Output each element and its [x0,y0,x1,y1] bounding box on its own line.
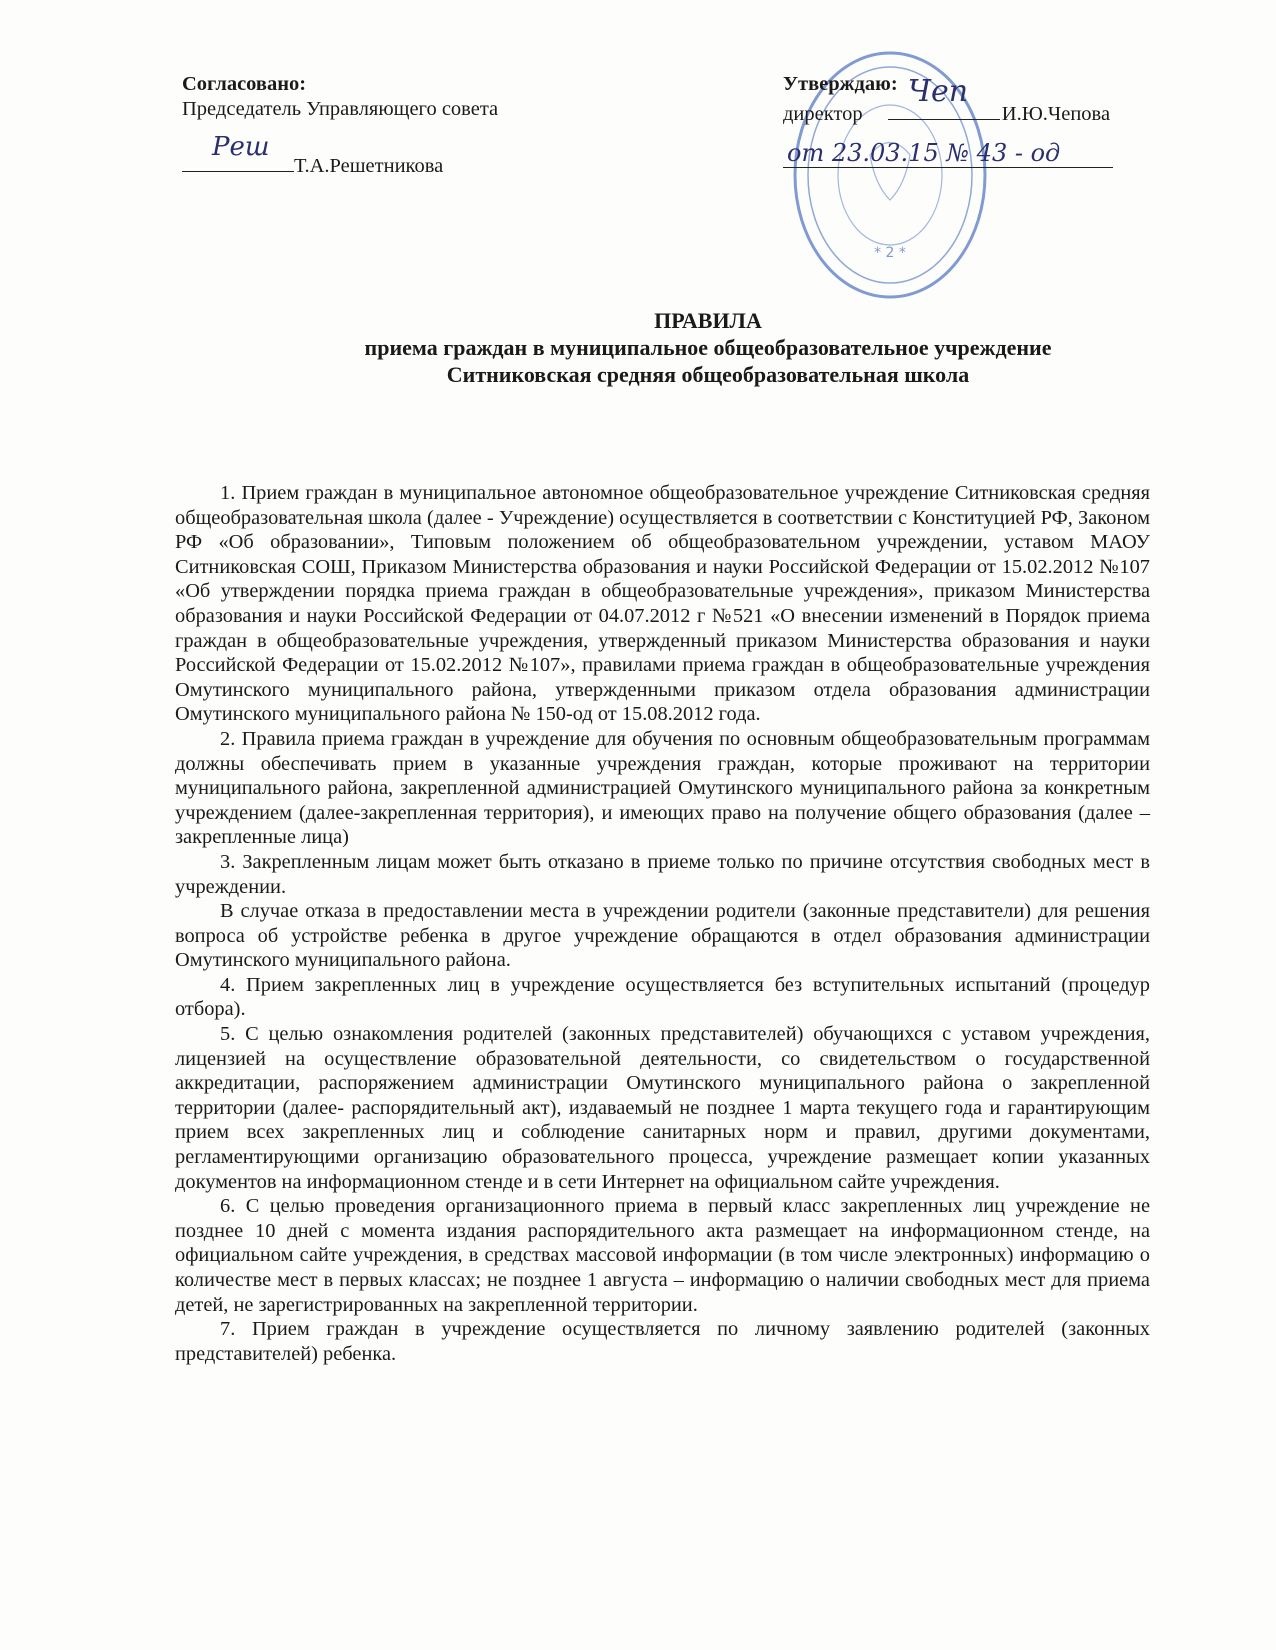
approval-left-heading: Согласовано: [182,73,307,95]
signature-line-left [182,132,294,172]
approval-left [182,72,498,179]
approval-right-name: И.Ю.Чепова [1001,103,1111,125]
paragraph-4: 4. Прием закрепленных лиц в учреждение осуществляется без вступительных испытаний (процедур отбора). [175,973,1150,1021]
approval-left-position: Председатель Управляющего совета [182,98,499,120]
document-title [0,307,1276,388]
paragraph-7: 7. Прием граждан в учреждение осуществляется по личному заявлению родителей (законных представителей) ребенка. [175,1318,1150,1365]
approval-left-name: Т.А.Решетникова [294,155,444,177]
signature-line-right [888,74,1000,120]
order-number-handwritten: от 23.03.15 № 43 - од [787,139,1061,167]
approval-right-position: директор [783,103,863,125]
paragraph-2: 2. Правила приема граждан в учреждение для обучения по основным общеобразовательным программам должны обеспечивать прием в указанные учреждения граждан, которые проживают на территории муниципального района, закрепленной администрацией Омутинского муниципального района за конкретным учреждением (далее-закрепленная территория), и имеющих право на получение общего образования (далее – закрепленные лица) [175,727,1150,849]
approval-right-heading: Утверждаю: [783,73,898,95]
svg-text:* 2 *: * 2 * [874,245,906,261]
title-main: ПРАВИЛА [654,308,762,333]
paragraph-6: 6. С целью проведения организационного приема в первый класс закрепленных лиц учреждение не позднее 10 дней с момента издания распорядительного акта размещает на информационном стенде, на официальном сайте учреждения, в средствах массовой информации (в том числе электронных) информацию о количестве мест в первых классах; не позднее 1 августа – информацию о наличии свободных мест для приема детей, не зарегистрированных на закрепленной территории. [175,1195,1150,1316]
signature-left: Реш [212,132,270,162]
document-body [175,481,1150,1366]
approval-right [783,72,1123,168]
paragraph-1: 1. Прием граждан в муниципальное автономное общеобразовательное учреждение Ситниковская средняя общеобразовательная школа (далее - Учреждение) осуществляется в соответствии с Конституцией РФ, Законом РФ «Об образовании», Типовым положением об общеобразовательном учреждении, уставом МАОУ Ситниковская СОШ, Приказом Министерства образования и науки Российской Федерации от 15.02.2012 №107 «Об утверждении порядка приема граждан в общеобразовательные учреждения», приказом Министерства образования и науки Российской Федерации от 04.07.2012 г №521 «О внесении изменений в Порядок приема граждан в общеобразовательные учреждения, утвержденный приказом Министерства образования и науки Российской Федерации от 15.02.2012 №107», правилами приема граждан в общеобразовательные учреждения Омутинского муниципального района, утвержденными приказом отдела образования администрации Омутинского муниципального района № 150-од от 15.08.2012 года. [175,482,1150,726]
paragraph-5: 5. С целью ознакомления родителей (законных представителей) обучающихся с уставом учреждения, лицензией на осуществление образовательной деятельности, со свидетельством о государственной аккредитации, распоряжением администрации Омутинского муниципального района о закрепленной территории (далее- распорядительный акт), издаваемый не позднее 1 марта текущего года и гарантирующим прием всех закрепленных лиц и соблюдение санитарных норм и правил, другими документами, регламентирующими организацию образовательного процесса, учреждение размещает копии указанных документов на информационном стенде и в сети Интернет на официальном сайте учреждения. [175,1023,1150,1193]
paragraph-3-note: В случае отказа в предоставлении места в учреждении родители (законные представители) для решения вопроса об устройстве ребенка в другое учреждение обращаются в отдел образования администрации Омутинского муниципального района. [175,900,1150,972]
signature-right: Чеп [907,74,969,109]
title-line-2: Ситниковская средняя общеобразовательная школа [446,362,970,387]
paragraph-3: 3. Закрепленным лицам может быть отказано в приеме только по причине отсутствия свободных мест в учреждении. [175,850,1150,898]
title-line-1: приема граждан в муниципальное общеобразовательное учреждение [364,335,1052,360]
